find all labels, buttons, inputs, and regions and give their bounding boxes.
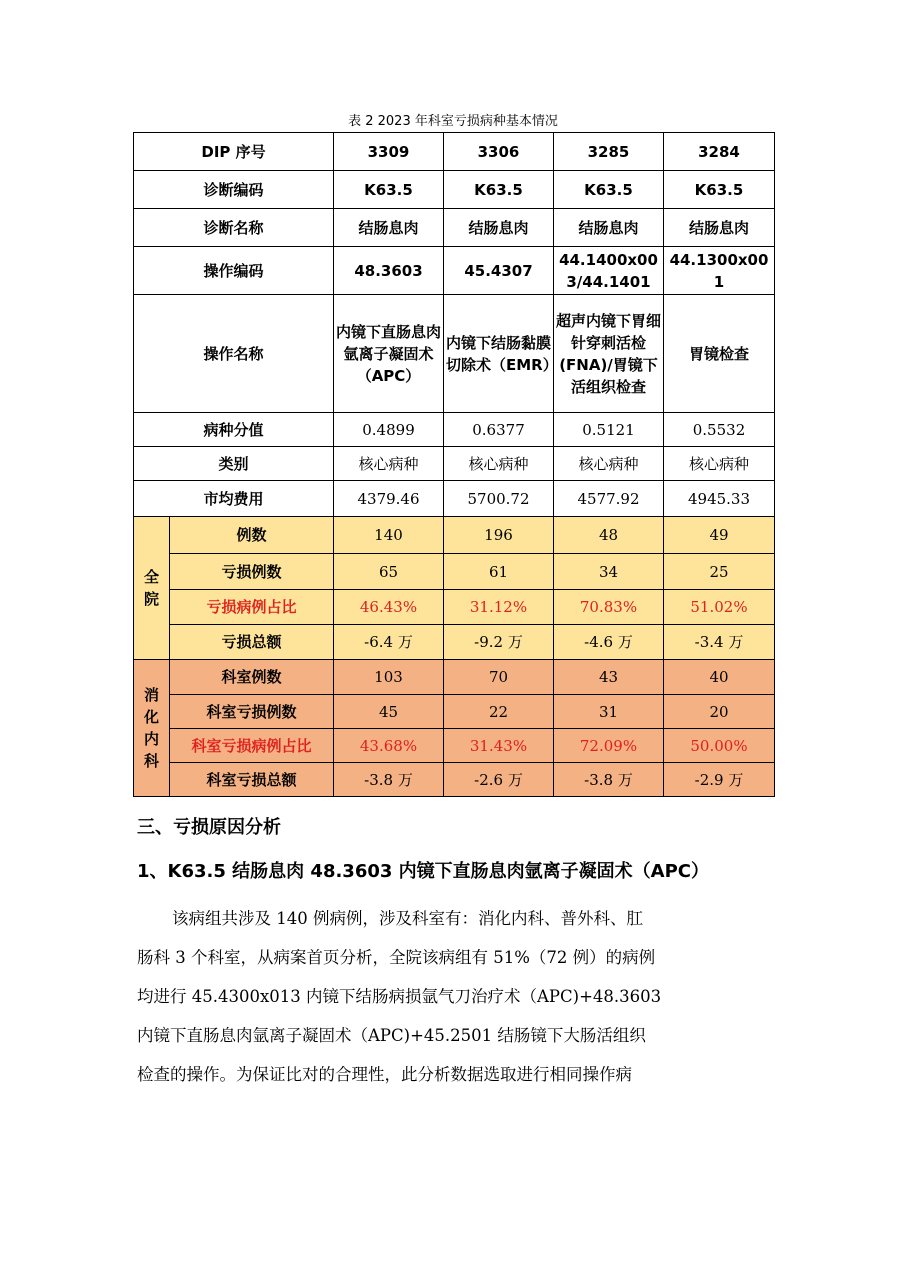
cell: 内镜下直肠息肉氩离子凝固术（APC）	[334, 295, 444, 413]
cell: 结肠息肉	[664, 209, 775, 247]
cell: 45.4307	[444, 247, 554, 295]
table-row	[134, 413, 775, 447]
cell: 31	[554, 695, 664, 729]
cell: K63.5	[444, 171, 554, 209]
table-row	[134, 133, 775, 171]
cell: 核心病种	[444, 447, 554, 481]
cell: 超声内镜下胃细针穿刺活检(FNA)/胃镜下活组织检查	[554, 295, 664, 413]
section-heading: 三、亏损原因分析	[137, 817, 281, 838]
table-row	[134, 695, 775, 729]
cell: 140	[334, 517, 444, 554]
cell: 45	[334, 695, 444, 729]
cell: K63.5	[554, 171, 664, 209]
cell: 3284	[664, 133, 775, 171]
cell: 31.43%	[444, 729, 554, 763]
cell: K63.5	[334, 171, 444, 209]
cell: 结肠息肉	[334, 209, 444, 247]
row-label: 科室亏损例数	[170, 695, 334, 729]
subheading: 1、K63.5 结肠息肉 48.3603 内镜下直肠息肉氩离子凝固术（APC）	[137, 861, 709, 882]
row-label: 亏损例数	[170, 554, 334, 590]
body-paragraph	[137, 899, 773, 1094]
cell: -3.8 万	[554, 763, 664, 797]
table-row	[134, 517, 775, 554]
cell: K63.5	[664, 171, 775, 209]
table-row	[134, 247, 775, 295]
cell: 72.09%	[554, 729, 664, 763]
group-name: 全 院	[143, 568, 159, 608]
cell: 65	[334, 554, 444, 590]
row-label: 科室亏损总额	[170, 763, 334, 797]
cell: 48	[554, 517, 664, 554]
group-label-hospital	[134, 517, 170, 660]
cell: 3309	[334, 133, 444, 171]
row-label: 诊断编码	[134, 171, 334, 209]
table-row	[134, 481, 775, 517]
cell: -4.6 万	[554, 625, 664, 660]
paragraph-line: 该病组共涉及 140 例病例，涉及科室有：消化内科、普外科、肛	[172, 909, 643, 928]
cell: 0.4899	[334, 413, 444, 447]
cell: 5700.72	[444, 481, 554, 517]
table-row	[134, 729, 775, 763]
cell: 61	[444, 554, 554, 590]
loss-disease-table	[133, 132, 775, 797]
cell: 46.43%	[334, 590, 444, 625]
cell: 胃镜检查	[664, 295, 775, 413]
cell: 22	[444, 695, 554, 729]
cell: 34	[554, 554, 664, 590]
cell: 103	[334, 660, 444, 695]
table-row	[134, 554, 775, 590]
cell: 40	[664, 660, 775, 695]
cell: 核心病种	[664, 447, 775, 481]
cell: -9.2 万	[444, 625, 554, 660]
cell: 3306	[444, 133, 554, 171]
cell: 0.6377	[444, 413, 554, 447]
table-row	[134, 625, 775, 660]
table-row	[134, 763, 775, 797]
row-label: 类别	[134, 447, 334, 481]
group-name: 消 化 内 科	[143, 686, 159, 770]
cell: -2.6 万	[444, 763, 554, 797]
cell: 结肠息肉	[554, 209, 664, 247]
row-label: 亏损病例占比	[170, 590, 334, 625]
cell: 结肠息肉	[444, 209, 554, 247]
row-label: 操作编码	[134, 247, 334, 295]
row-label: 诊断名称	[134, 209, 334, 247]
row-label: 操作名称	[134, 295, 334, 413]
row-label: DIP 序号	[134, 133, 334, 171]
cell: 3285	[554, 133, 664, 171]
row-label: 科室例数	[170, 660, 334, 695]
cell: 70	[444, 660, 554, 695]
cell: 25	[664, 554, 775, 590]
row-label: 亏损总额	[170, 625, 334, 660]
cell: 196	[444, 517, 554, 554]
cell: 50.00%	[664, 729, 775, 763]
table-row	[134, 660, 775, 695]
row-label: 科室亏损病例占比	[170, 729, 334, 763]
cell: -3.4 万	[664, 625, 775, 660]
table-row	[134, 590, 775, 625]
table-row	[134, 295, 775, 413]
table-caption: 表 2 2023 年科室亏损病种基本情况	[348, 114, 558, 129]
cell: 31.12%	[444, 590, 554, 625]
cell: 0.5532	[664, 413, 775, 447]
cell: 51.02%	[664, 590, 775, 625]
paragraph-line: 均进行 45.4300x013 内镜下结肠病损氩气刀治疗术（APC)+48.3603	[137, 987, 662, 1006]
table-row	[134, 171, 775, 209]
cell: -2.9 万	[664, 763, 775, 797]
table-row	[134, 447, 775, 481]
row-label: 例数	[170, 517, 334, 554]
cell: 4379.46	[334, 481, 444, 517]
cell: 20	[664, 695, 775, 729]
cell: 48.3603	[334, 247, 444, 295]
row-label: 病种分值	[134, 413, 334, 447]
cell: 核心病种	[334, 447, 444, 481]
cell: 4945.33	[664, 481, 775, 517]
cell: -6.4 万	[334, 625, 444, 660]
cell: 0.5121	[554, 413, 664, 447]
cell: 44.1300x001	[664, 247, 775, 295]
group-label-gastro	[134, 660, 170, 797]
cell: -3.8 万	[334, 763, 444, 797]
paragraph-line: 肠科 3 个科室，从病案首页分析，全院该病组有 51%（72 例）的病例	[137, 948, 656, 967]
cell: 内镜下结肠黏膜切除术（EMR）	[444, 295, 554, 413]
cell: 核心病种	[554, 447, 664, 481]
paragraph-line: 内镜下直肠息肉氩离子凝固术（APC)+45.2501 结肠镜下大肠活组织	[137, 1026, 646, 1045]
row-label: 市均费用	[134, 481, 334, 517]
cell: 49	[664, 517, 775, 554]
cell: 70.83%	[554, 590, 664, 625]
cell: 4577.92	[554, 481, 664, 517]
paragraph-line: 检查的操作。为保证比对的合理性，此分析数据选取进行相同操作病	[137, 1065, 632, 1084]
cell: 44.1400x003/44.1401	[554, 247, 664, 295]
cell: 43	[554, 660, 664, 695]
cell: 43.68%	[334, 729, 444, 763]
table-row	[134, 209, 775, 247]
